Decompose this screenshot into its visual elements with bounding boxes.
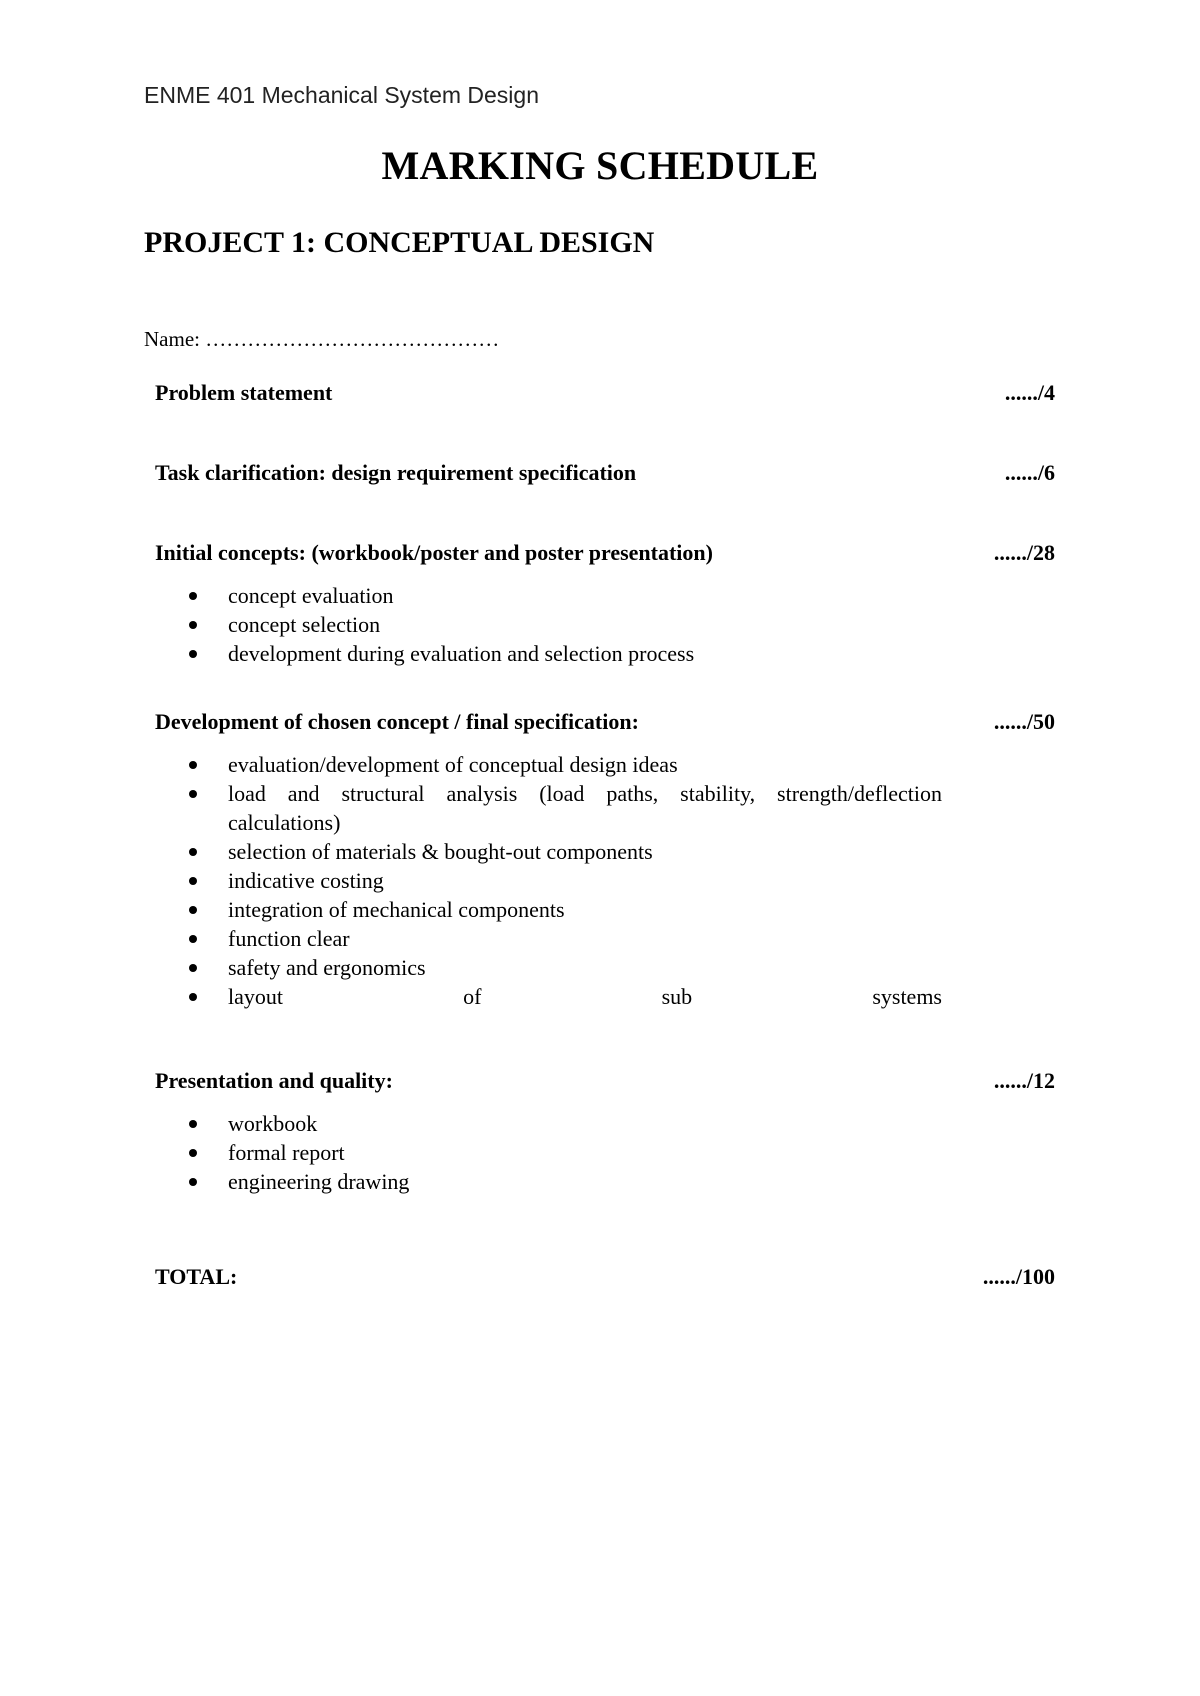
section-score: ....../50 bbox=[993, 709, 1055, 734]
section-score: ....../12 bbox=[993, 1068, 1055, 1093]
development-list bbox=[180, 750, 942, 1011]
page-title: MARKING SCHEDULE bbox=[381, 143, 819, 188]
bullet-icon bbox=[189, 935, 197, 943]
bullet-icon bbox=[189, 650, 197, 658]
bullet-icon bbox=[189, 1149, 197, 1157]
bullet-icon bbox=[189, 964, 197, 972]
section-label: Task clarification: design requirement specification bbox=[155, 460, 637, 485]
bullet-icon bbox=[189, 790, 197, 798]
list-item: selection of materials & bought-out components bbox=[180, 837, 942, 866]
name-field-line: Name: …………………………………… bbox=[144, 327, 500, 351]
total-label: TOTAL: bbox=[155, 1264, 238, 1289]
list-item: formal report bbox=[180, 1138, 942, 1167]
bullet-icon bbox=[189, 761, 197, 769]
section-score: ....../4 bbox=[1004, 380, 1055, 405]
total-score: ....../100 bbox=[982, 1264, 1055, 1289]
section-label: Development of chosen concept / final specification: bbox=[155, 709, 639, 734]
list-item: engineering drawing bbox=[180, 1167, 942, 1196]
list-item: evaluation/development of conceptual design ideas bbox=[180, 750, 942, 779]
bullet-icon bbox=[189, 877, 197, 885]
list-item: indicative costing bbox=[180, 866, 942, 895]
project-title: PROJECT 1: CONCEPTUAL DESIGN bbox=[144, 226, 655, 259]
list-item: function clear bbox=[180, 924, 942, 953]
bullet-icon bbox=[189, 1120, 197, 1128]
section-label: Initial concepts: (workbook/poster and poster presentation) bbox=[155, 540, 713, 565]
course-header: ENME 401 Mechanical System Design bbox=[144, 82, 539, 108]
list-item: integration of mechanical components bbox=[180, 895, 942, 924]
list-item: development during evaluation and selection process bbox=[180, 639, 942, 668]
list-item: layout of sub systems bbox=[180, 982, 942, 1011]
bullet-icon bbox=[189, 621, 197, 629]
section-label: Problem statement bbox=[155, 380, 333, 405]
list-item: workbook bbox=[180, 1109, 942, 1138]
bullet-icon bbox=[189, 592, 197, 600]
bullet-icon bbox=[189, 848, 197, 856]
presentation-list bbox=[180, 1109, 942, 1196]
bullet-icon bbox=[189, 993, 197, 1001]
bullet-icon bbox=[189, 906, 197, 914]
section-score: ....../28 bbox=[993, 540, 1055, 565]
list-item: safety and ergonomics bbox=[180, 953, 942, 982]
list-item: load and structural analysis (load paths, stability, strength/deflection calculations) bbox=[180, 779, 942, 837]
bullet-icon bbox=[189, 1178, 197, 1186]
section-score: ....../6 bbox=[1004, 460, 1055, 485]
list-item: concept evaluation bbox=[180, 581, 942, 610]
section-label: Presentation and quality: bbox=[155, 1068, 393, 1093]
initial-concepts-list bbox=[180, 581, 942, 668]
list-item: concept selection bbox=[180, 610, 942, 639]
